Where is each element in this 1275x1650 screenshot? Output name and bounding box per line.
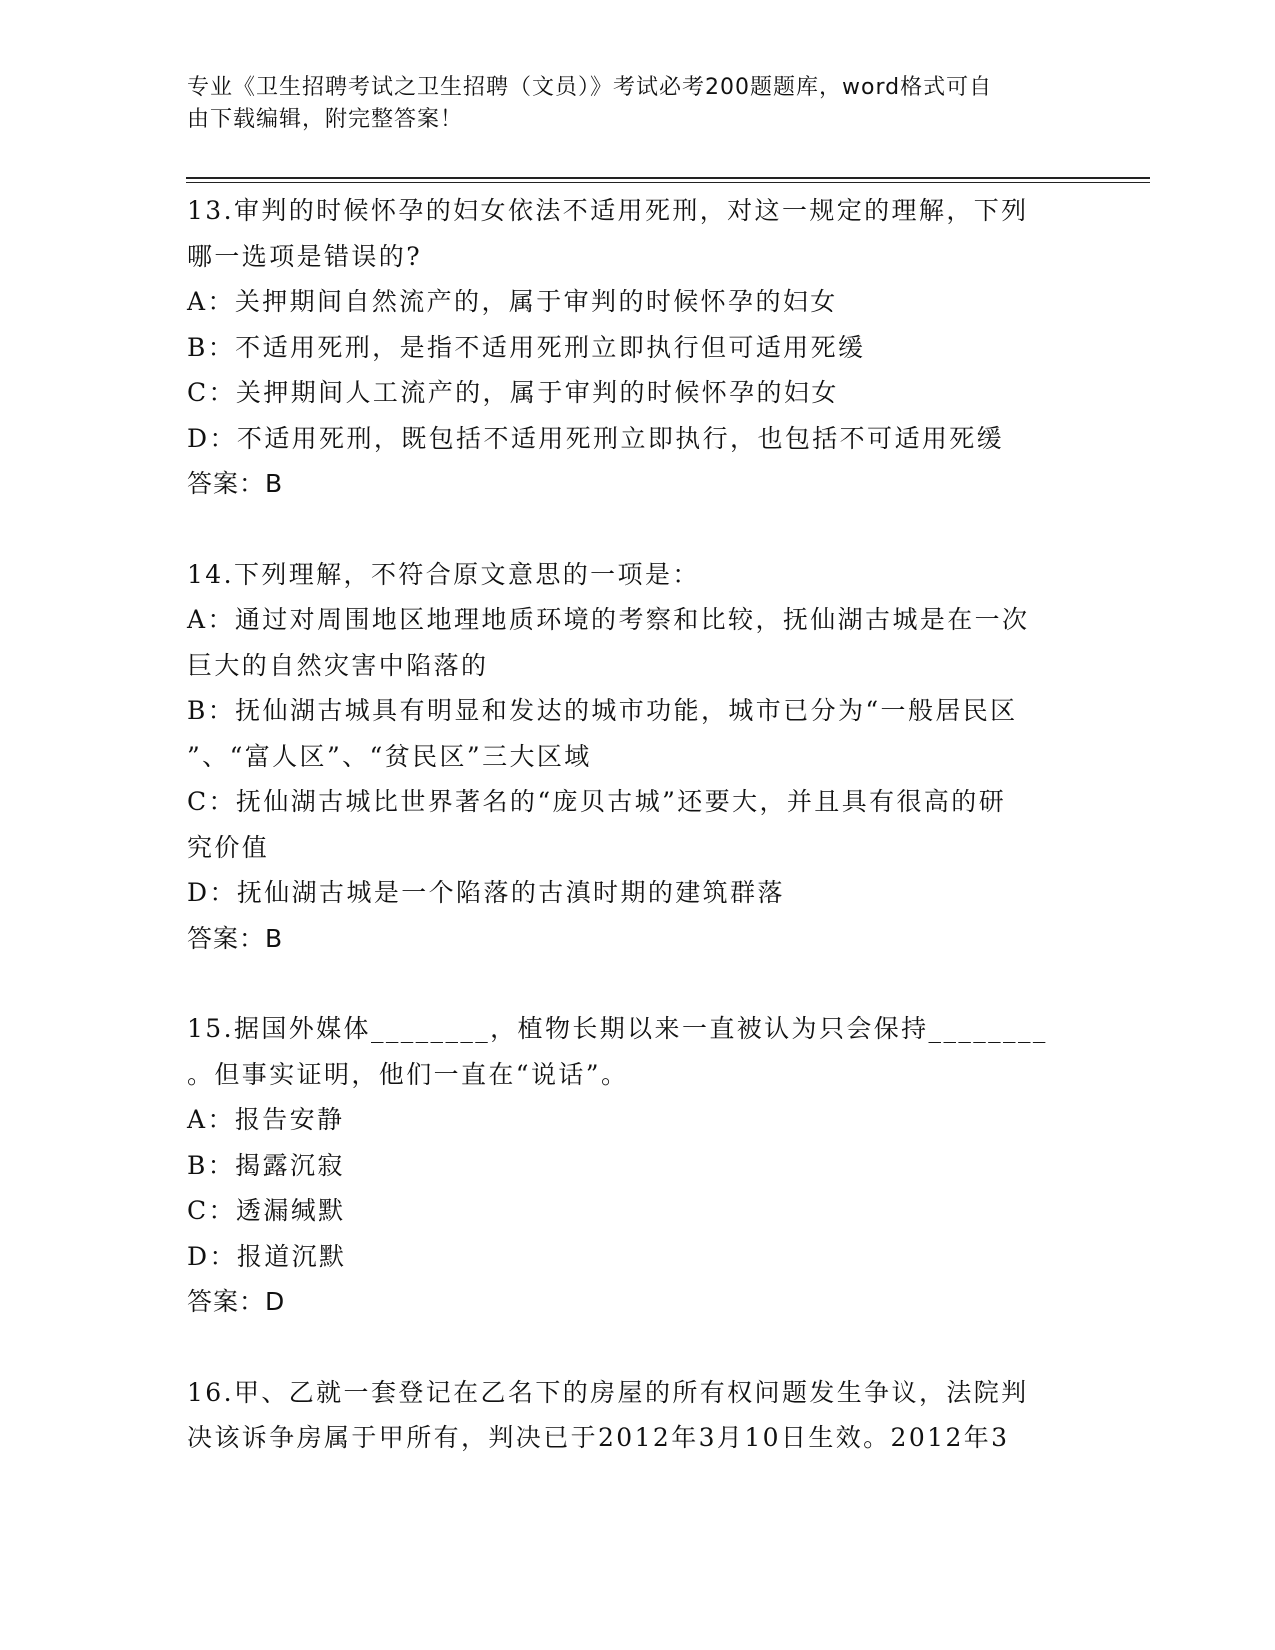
- question-stem: 哪一选项是错误的?: [187, 241, 423, 271]
- header-rule-thick: [186, 177, 1150, 179]
- option-a: A：关押期间自然流产的，属于审判的时候怀孕的妇女: [187, 287, 838, 316]
- option-a: A：通过对周围地区地理地质环境的考察和比较，抚仙湖古城是在一次: [187, 605, 1030, 634]
- option-b: B：不适用死刑，是指不适用死刑立即执行但可适用死缓: [187, 332, 866, 362]
- option-d: D：抚仙湖古城是一个陷落的古滇时期的建筑群落: [187, 878, 785, 907]
- header-line-2: 由下载编辑，附完整答案！: [187, 107, 464, 132]
- question-14: [187, 552, 1087, 962]
- header-rule-thin: [186, 182, 1150, 183]
- option-a: A：报告安静: [187, 1105, 345, 1134]
- question-list: [187, 188, 1087, 1461]
- option-d: D：不适用死刑，既包括不适用死刑立即执行，也包括不可适用死缓: [187, 423, 1005, 453]
- option-c: C：关押期间人工流产的，属于审判的时候怀孕的妇女: [187, 378, 839, 407]
- option-b: B：揭露沉寂: [187, 1150, 345, 1180]
- question-stem: 。但事实证明，他们一直在“说话”。: [187, 1059, 629, 1089]
- option-b-cont: ”、“富人区”、“贫民区”三大区域: [187, 741, 592, 771]
- question-15: [187, 1006, 1087, 1325]
- document-header: [187, 72, 1067, 136]
- option-c-cont: 究价值: [187, 832, 270, 862]
- answer: 答案：D: [187, 1287, 286, 1316]
- question-stem: 决该诉争房属于甲所有，判决已于2012年3月10日生效。2012年3: [187, 1423, 1010, 1452]
- question-stem: 14.下列理解，不符合原文意思的一项是：: [187, 559, 700, 589]
- header-line-1: 专业《卫生招聘考试之卫生招聘（文员）》考试必考200题题库，word格式可自: [187, 75, 993, 100]
- option-c: C：透漏缄默: [187, 1196, 346, 1225]
- option-a-cont: 巨大的自然灾害中陷落的: [187, 650, 489, 680]
- option-d: D：报道沉默: [187, 1241, 347, 1271]
- option-b: B：抚仙湖古城具有明显和发达的城市功能，城市已分为“一般居民区: [187, 696, 1018, 725]
- question-stem: 15.据国外媒体________，植物长期以来一直被认为只会保持________: [187, 1014, 1048, 1043]
- option-c: C：抚仙湖古城比世界著名的“庞贝古城”还要大，并且具有很高的研: [187, 787, 1007, 816]
- question-stem: 13.审判的时候怀孕的妇女依法不适用死刑，对这一规定的理解，下列: [187, 196, 1029, 225]
- question-16: [187, 1370, 1087, 1461]
- question-13: [187, 188, 1087, 507]
- question-stem: 16.甲、乙就一套登记在乙名下的房屋的所有权问题发生争议，法院判: [187, 1377, 1029, 1407]
- answer: 答案：B: [187, 923, 284, 953]
- answer: 答案：B: [187, 469, 284, 498]
